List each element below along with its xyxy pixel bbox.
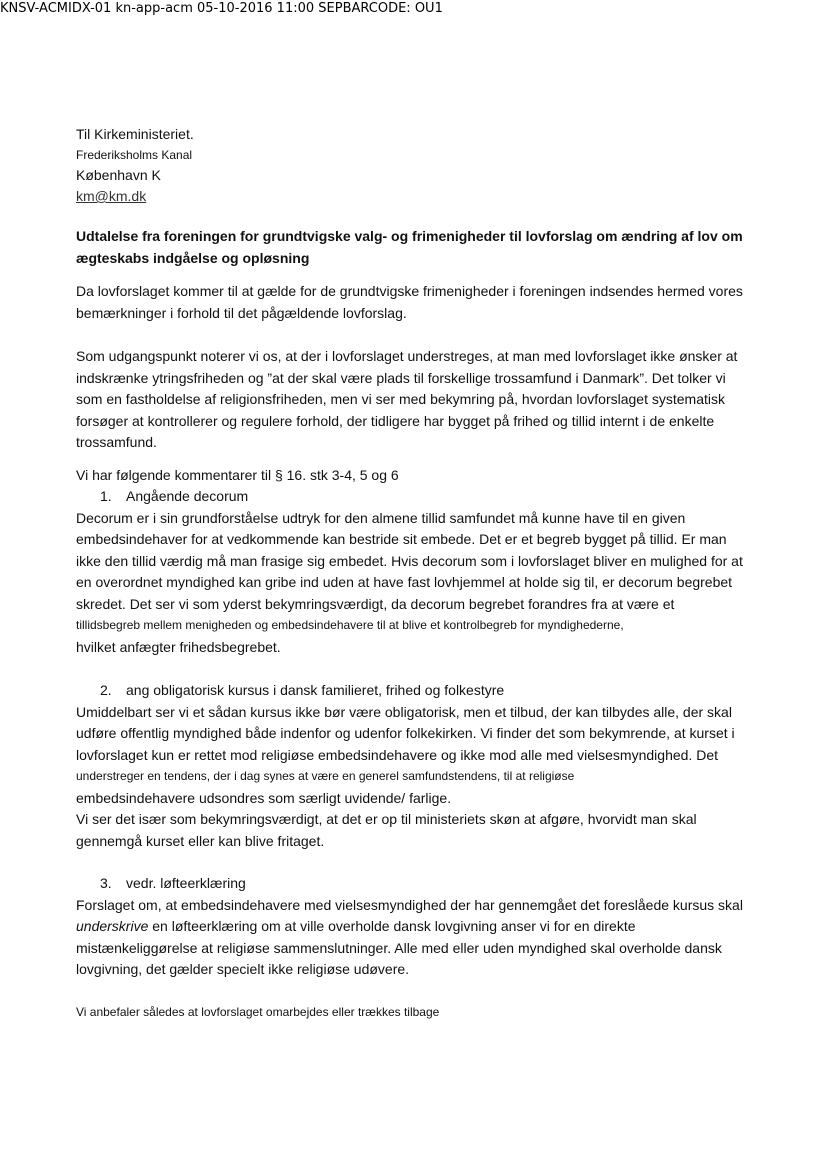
section-2-text: Umiddelbart ser vi et sådan kursus ikke bør være obligatorisk, men et tilbud, der kan tilbydes alle, der skal udføre offentlig myndighed både indenfor og udenfor folkekirken. Vi finder det som bekymrende, at kurset i lovforslaget kun er rettet mod religiøse embedsindehavere og ikke mod alle med vielsesmyndighed. Det	[76, 703, 735, 763]
closing-line: Vi anbefaler således at lovforslaget omarbejdes eller trækkes tilbage	[76, 1004, 440, 1019]
section-2-text-d: Vi ser det især som bekymringsværdigt, at det er op til ministeriets skøn at afgøre, hvorvidt man skal gennemgå kurset eller kan blive fritaget.	[76, 811, 697, 849]
address-block	[76, 124, 748, 207]
section-3-text-pre: Forslaget om, at embedsindehavere med vielsesmyndighed der har gennemgået det foreslåede kursus skal	[76, 896, 743, 913]
section-2-number: 2.	[100, 682, 112, 698]
section-2	[76, 680, 748, 852]
section-1-heading-text: Angående decorum	[126, 488, 249, 504]
letter-body	[76, 124, 748, 1023]
section-3-heading-text: vedr. løfteerklæring	[126, 875, 246, 891]
section-1	[76, 486, 748, 658]
section-3-heading	[100, 873, 748, 895]
intro-paragraph: Da lovforslaget kommer til at gælde for de grundtvigske frimenigheder i foreningen indsendes hermed vores bemærkninger i forhold til det pågældende lovforslag.	[76, 283, 743, 321]
section-1-text-b: tillidsbegreb mellem menigheden og embedsindehavere til at blive et kontrolbegreb for myndighederne,	[76, 618, 624, 632]
section-1-heading	[100, 486, 748, 508]
section-3-text-post: en løfteerklæring om at ville overholde dansk lovgivning anser vi for en direkte mistænkeliggørelse at religiøse sammenslutninger. Alle med eller uden myndighed skal overholde dansk lovgivning, det gælder specielt ikke religiøse udøvere.	[76, 918, 722, 977]
recipient-line: Til Kirkeministeriet.	[76, 126, 194, 142]
fax-header: KNSV-ACMIDX-01 kn-app-acm 05-10-2016 11:00 SEPBARCODE: OU1	[0, 1, 443, 16]
section-2-text-c: embedsindehavere udsondres som særligt uvidende/ farlige.	[76, 789, 452, 806]
section-1-text-c: hvilket anfægter frihedsbegrebet.	[76, 638, 281, 655]
paragraph-2: Som udgangspunkt noterer vi os, at der i lovforslaget understreges, at man med lovforslaget ikke ønsker at indskrænke ytringsfriheden og ”at der skal være plads til forskellige trossamfund i Danmark”. Det tolker vi som en fastholdelse af religionsfriheden, men vi ser med bekymring på, hvordan lovforslaget systematisk forsøger at kontrollerer og regulere forhold, der tidligere har bygget på frihed og tillid internt i de enkelte trossamfund.	[76, 348, 738, 450]
section-2-text-b: understreger en tendens, der i dag synes at være en generel samfundstendens, til at religiøse	[76, 769, 575, 783]
section-3-number: 3.	[100, 875, 112, 891]
comments-intro: Vi har følgende kommentarer til § 16. stk 3-4, 5 og 6	[76, 466, 399, 483]
email-link[interactable]: km@km.dk	[76, 188, 147, 204]
section-3-text	[76, 895, 748, 981]
letter-title: Udtalelse fra foreningen for grundtvigske valg- og frimenigheder til lovforslag om ændring af lov om ægteskabs indgåelse og opløsning	[76, 228, 743, 266]
city-line: København K	[76, 167, 161, 183]
street-line: Frederiksholms Kanal	[76, 148, 193, 162]
section-2-heading-text: ang obligatorisk kursus i dansk familieret, frihed og folkestyre	[126, 682, 505, 698]
section-1-number: 1.	[100, 488, 112, 504]
section-2-heading	[100, 680, 748, 702]
section-3	[76, 873, 748, 981]
section-1-text: Decorum er i sin grundforståelse udtryk for den almene tillid samfundet må kunne have til en given embedsindehaver for at vedkommende kan bestride sit embede. Det er et begreb bygget på tillid. Er man ikke den tillid værdig må man frasige sig embedet. Hvis decorum som i lovforslaget bliver en mulighed for at en overordnet myndighed kan gribe ind uden at have fast lovhjemmel at holde sig til, er decorum begrebet skredet. Det ser vi som yderst bekymringsværdigt, da decorum begrebet forandres fra at være et	[76, 509, 743, 612]
section-3-emphasis: underskrive	[76, 918, 149, 934]
